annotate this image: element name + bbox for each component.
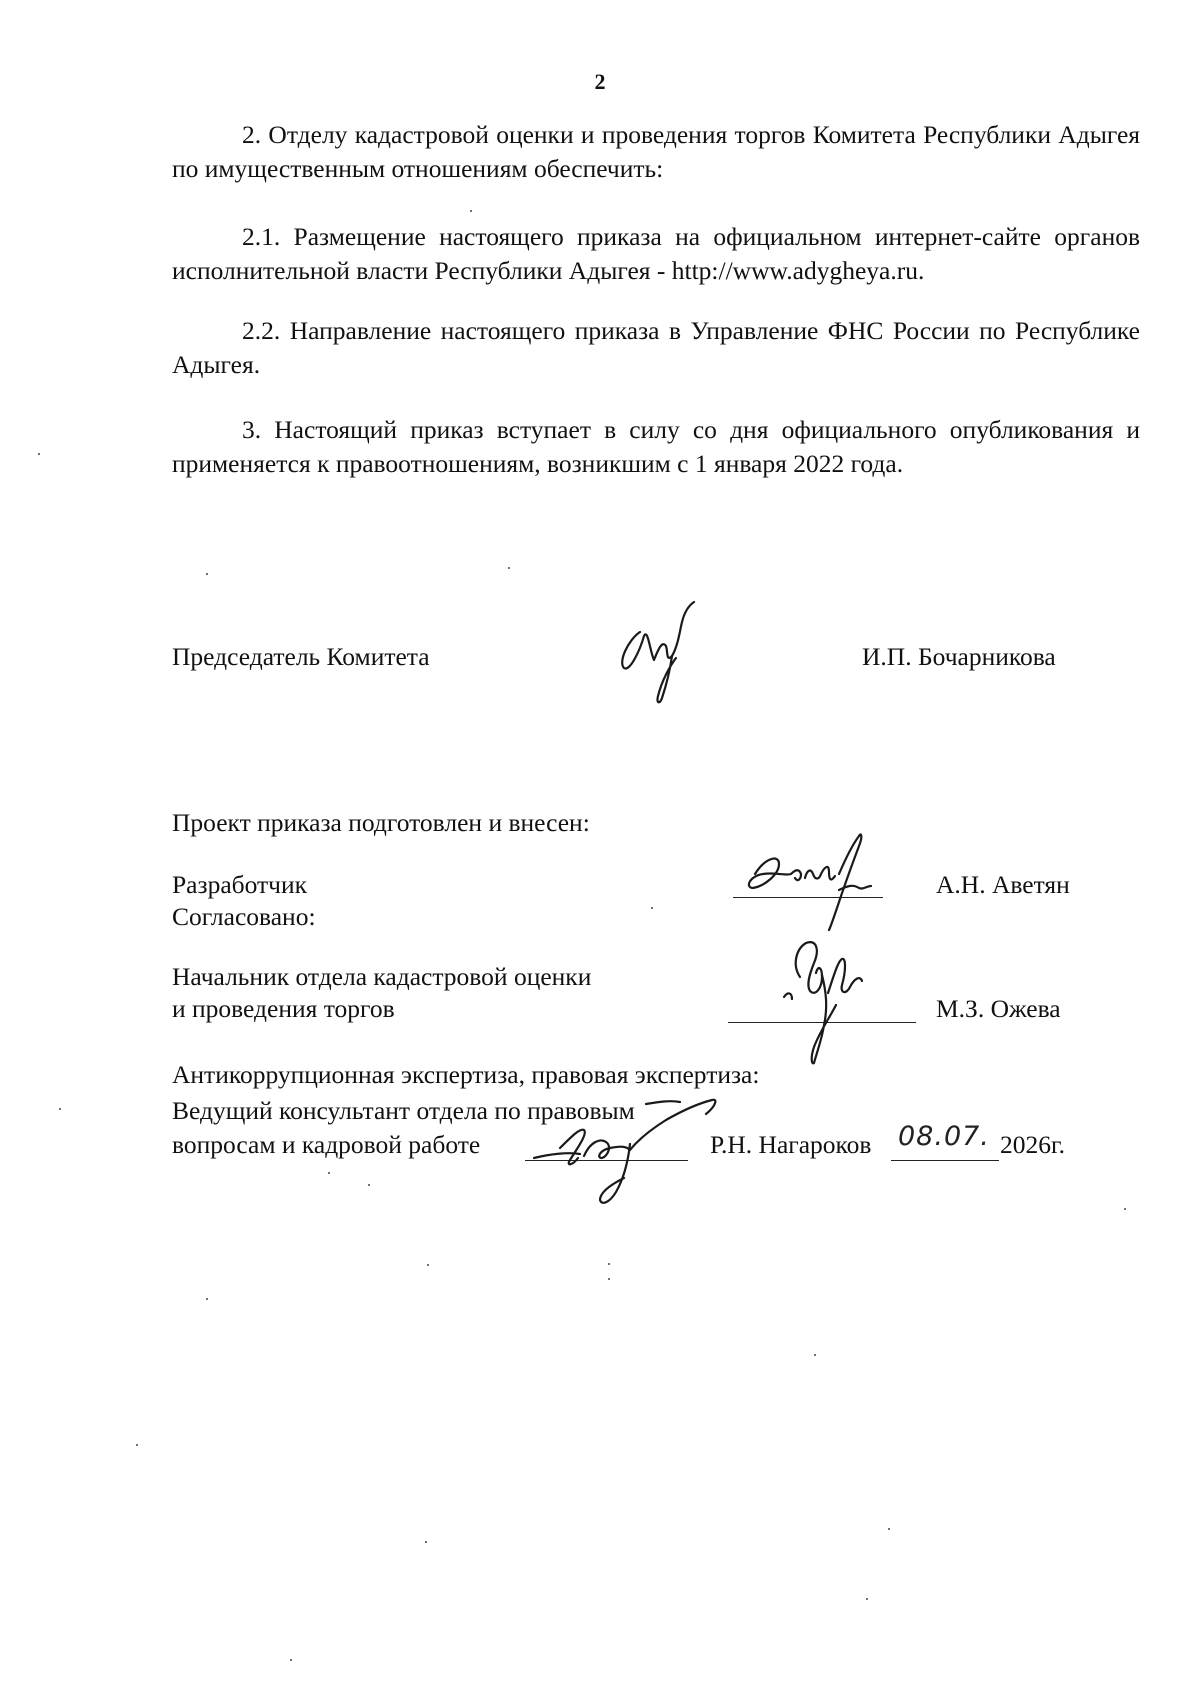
scan-speck — [608, 1263, 610, 1265]
chairman-title: Председатель Комитета — [172, 642, 430, 671]
paragraph-2-1: 2.1. Размещение настоящего приказа на официальном интернет-сайте органов исполнительной власти Республики Адыгея - http://www.adygheya.ru. — [172, 222, 1140, 285]
scan-speck — [651, 907, 653, 909]
scan-speck — [206, 1298, 208, 1300]
chairman-signature — [610, 600, 710, 710]
expertise-heading: Антикоррупционная экспертиза, правовая экспертиза: — [172, 1060, 760, 1089]
consultant-signature — [520, 1080, 720, 1210]
scan-speck — [368, 1184, 370, 1186]
head-role-line2: и проведения торгов — [172, 994, 395, 1023]
paragraph-3: 3. Настоящий приказ вступает в силу со дня официального опубликования и применяется к правоотношениям, возникшим с 1 января 2022 года. — [172, 415, 1140, 478]
developer-role: Разработчик — [172, 870, 308, 899]
consultant-role-line2: вопросам и кадровой работе — [172, 1130, 481, 1159]
developer-name: А.Н. Аветян — [936, 870, 1070, 899]
consultant-role-line1: Ведущий консультант отдела по правовым — [172, 1096, 635, 1125]
date-line — [891, 1160, 999, 1161]
scan-speck — [59, 1108, 61, 1110]
scan-speck — [38, 453, 40, 455]
scan-speck — [290, 1659, 292, 1661]
page-number: 2 — [594, 69, 606, 94]
handwritten-date: 08.07. — [898, 1121, 990, 1152]
project-prepared-heading: Проект приказа подготовлен и внесен: — [172, 808, 590, 837]
head-name: М.З. Ожева — [936, 994, 1061, 1023]
scan-speck — [508, 567, 510, 569]
scan-speck — [888, 1528, 890, 1530]
consultant-name: Р.Н. Нагароков — [710, 1130, 872, 1159]
scan-speck — [866, 1598, 868, 1600]
head-signature — [770, 935, 890, 1065]
scan-speck — [1124, 1208, 1126, 1210]
agreed-label: Согласовано: — [172, 902, 316, 931]
year-suffix: 2026г. — [1000, 1130, 1065, 1159]
scan-speck — [814, 1354, 816, 1356]
scan-speck — [328, 1172, 330, 1174]
scan-speck — [136, 1444, 138, 1446]
scan-speck — [206, 573, 208, 575]
scan-speck — [608, 1278, 610, 1280]
scan-speck — [425, 1541, 427, 1543]
head-role-line1: Начальник отдела кадастровой оценки — [172, 962, 592, 991]
scan-speck — [427, 1264, 429, 1266]
paragraph-2-2: 2.2. Направление настоящего приказа в Управление ФНС России по Республике Адыгея. — [172, 316, 1140, 379]
chairman-name: И.П. Бочарникова — [862, 642, 1056, 671]
developer-signature — [735, 830, 895, 930]
scan-speck — [470, 210, 472, 212]
paragraph-2: 2. Отделу кадастровой оценки и проведения торгов Комитета Республики Адыгея по имущественным отношениям обеспечить: — [172, 120, 1140, 183]
